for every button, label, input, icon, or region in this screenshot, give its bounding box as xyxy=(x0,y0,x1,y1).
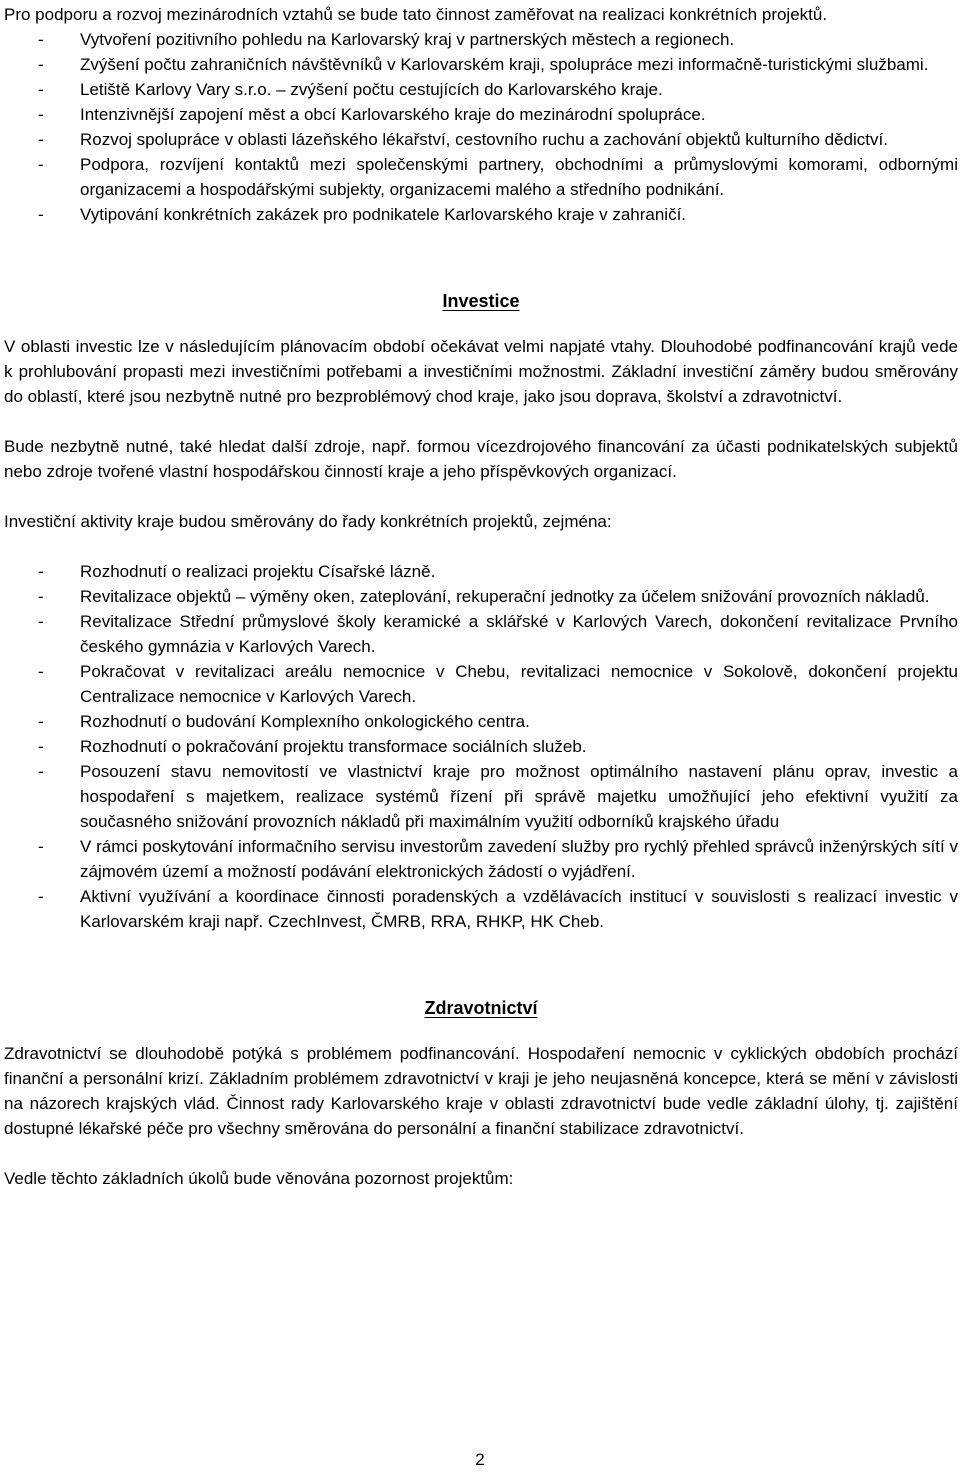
list-item: - Letiště Karlovy Vary s.r.o. – zvýšení počtu cestujících do Karlovarského kraje. xyxy=(4,77,958,102)
spacer xyxy=(4,484,958,509)
section-heading-investice: Investice xyxy=(442,291,520,311)
list-item: - Intenzivnější zapojení měst a obcí Karlovarského kraje do mezinárodní spolupráce. xyxy=(4,102,958,127)
list-item: - Rozhodnutí o realizaci projektu Císařské lázně. xyxy=(4,559,958,584)
section-heading-zdravotnictvi: Zdravotnictví xyxy=(424,998,538,1018)
list-item: - Vytipování konkrétních zakázek pro podnikatele Karlovarského kraje v zahraničí. xyxy=(4,202,958,227)
document-page xyxy=(4,2,958,1191)
list-item: - Vytvoření pozitivního pohledu na Karlovarský kraj v partnerských městech a regionech. xyxy=(4,27,958,52)
list-item: - Revitalizace objektů – výměny oken, zateplování, rekuperační jednotky za účelem snižování provozních nákladů. xyxy=(4,584,958,609)
list-item: - Rozhodnutí o budování Komplexního onkologického centra. xyxy=(4,709,958,734)
list-item: - Revitalizace Střední průmyslové školy keramické a sklářské v Karlových Varech, dokončení revitalizace Prvního českého gymnázia v Karlových Varech. xyxy=(4,609,958,659)
investice-paragraph-2: Bude nezbytně nutné, také hledat další zdroje, např. formou vícezdrojového financování za účasti podnikatelských subjektů nebo zdroje tvořené vlastní hospodářskou činností kraje a jeho příspěvkových organizací. xyxy=(4,437,958,481)
investice-paragraph-3: Investiční aktivity kraje budou směrovány do řady konkrétních projektů, zejména: xyxy=(4,512,612,531)
list-item: - Rozvoj spolupráce v oblasti lázeňského lékařství, cestovního ruchu a zachování objektů kulturního dědictví. xyxy=(4,127,958,152)
investice-paragraph-1: V oblasti investic lze v následujícím plánovacím období očekávat velmi napjaté vtahy. Dlouhodobé podfinancování krajů vede k prohlubování propasti mezi investičními potřebami a investičními možnostmi. Základní investiční záměry budou směrovány do oblastí, které jsou nezbytně nutné pro bezproblémový chod kraje, jako jsou doprava, školství a zdravotnictví. xyxy=(4,337,958,406)
list-item: - V rámci poskytování informačního servisu investorům zavedení služby pro rychlý přehled správců inženýrských sítí v zájmovém území a možností podávání elektronických žádostí o vyjádření. xyxy=(4,834,958,884)
spacer xyxy=(4,1141,958,1166)
list-item: - Rozhodnutí o pokračování projektu transformace sociálních služeb. xyxy=(4,734,958,759)
page-number: 2 xyxy=(475,1450,485,1469)
intro-paragraph: Pro podporu a rozvoj mezinárodních vztahů se bude tato činnost zaměřovat na realizaci konkrétních projektů. xyxy=(4,5,828,24)
intro-list xyxy=(4,27,958,227)
list-item: - Pokračovat v revitalizaci areálu nemocnice v Chebu, revitalizaci nemocnice v Sokolově, dokončení projektu Centralizace nemocnice v Karlových Varech. xyxy=(4,659,958,709)
spacer xyxy=(4,409,958,434)
list-item: - Zvýšení počtu zahraničních návštěvníků v Karlovarském kraji, spolupráce mezi informačně-turistickými službami. xyxy=(4,52,958,77)
spacer xyxy=(4,534,958,559)
investice-list xyxy=(4,559,958,934)
zdravotnictvi-paragraph-2: Vedle těchto základních úkolů bude věnována pozornost projektům: xyxy=(4,1169,514,1188)
spacer xyxy=(4,314,958,334)
list-item: - Aktivní využívání a koordinace činnosti poradenských a vzdělávacích institucí v souvislosti s realizací investic v Karlovarském kraji např. CzechInvest, ČMRB, RRA, RHKP, HK Cheb. xyxy=(4,884,958,934)
zdravotnictvi-paragraph-1: Zdravotnictví se dlouhodobě potýká s problémem podfinancování. Hospodaření nemocnic v cyklických obdobích prochází finanční a personální krizí. Základním problémem zdravotnictví v kraji je jeho neujasněná koncepce, která se mění v závislosti na názorech krajských vlád. Činnost rady Karlovarského kraje v oblasti zdravotnictví bude vedle základní úlohy, tj. zajištění dostupné lékařské péče pro všechny směrována do personální a finanční stabilizace zdravotnictví. xyxy=(4,1044,958,1138)
list-item: - Posouzení stavu nemovitostí ve vlastnictví kraje pro možnost optimálního nastavení plánu oprav, investic a hospodaření s majetkem, realizace systémů řízení při správě majetku umožňující jeho efektivní využití za současného snižování provozních nákladů při maximálním využití odborníků krajského úřadu xyxy=(4,759,958,834)
spacer xyxy=(4,227,958,289)
spacer xyxy=(4,1021,958,1041)
list-item: - Podpora, rozvíjení kontaktů mezi společenskými partnery, obchodními a průmyslovými komorami, odbornými organizacemi a hospodářskými subjekty, organizacemi malého a středního podnikání. xyxy=(4,152,958,202)
spacer xyxy=(4,934,958,996)
